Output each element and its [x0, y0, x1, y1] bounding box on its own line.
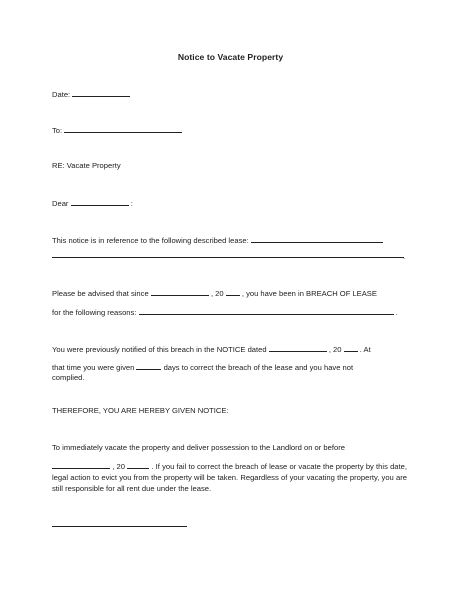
lease-reference-text: This notice is in reference to the following described lease:: [52, 236, 249, 245]
notified-year-prefix: , 20: [328, 345, 342, 354]
dear-line: [52, 197, 133, 209]
to-blank: [64, 124, 182, 133]
lease-description-rule: [52, 257, 404, 258]
date-blank: [72, 88, 130, 97]
dear-label: Dear: [52, 199, 69, 208]
vacate-paragraph: [52, 460, 407, 494]
document-title: Notice to Vacate Property: [177, 52, 284, 62]
reasons-line: [52, 306, 398, 318]
vacate-paragraph-text: . If you fail to correct the breach of lease or vacate the property by this date, legal action to evict you from the property will be taken. Regardless of your vacating the property, you are still responsible for all rent due under the lease.: [52, 462, 407, 493]
vacate-year-blank: [127, 460, 149, 469]
to-line: [52, 124, 182, 136]
breach-date-blank: [151, 287, 209, 296]
days-blank: [136, 361, 161, 370]
lease-description-period: .: [403, 252, 406, 261]
reasons-blank: [139, 306, 394, 315]
complied-line: complied.: [52, 373, 85, 382]
therefore-heading: THEREFORE, YOU ARE HEREBY GIVEN NOTICE:: [52, 406, 229, 415]
vacate-date-blank: [52, 460, 110, 469]
vacate-line-1: To immediately vacate the property and deliver possession to the Landlord on or before: [52, 443, 345, 452]
days-suffix: days to correct the breach of the lease and you have not: [163, 363, 354, 372]
reasons-period: .: [395, 308, 398, 317]
days-line: [52, 361, 353, 373]
lease-reference-line: [52, 234, 383, 246]
re-line: RE: Vacate Property: [52, 161, 121, 170]
breach-line: [52, 287, 377, 299]
notified-suffix: . At: [359, 345, 371, 354]
notified-date-blank: [269, 343, 327, 352]
breach-suffix: , you have been in BREACH OF LEASE: [241, 289, 377, 298]
notified-year-blank: [344, 343, 358, 352]
breach-prefix: Please be advised that since: [52, 289, 149, 298]
notified-line: [52, 343, 371, 355]
dear-suffix: :: [130, 199, 133, 208]
lease-reference-blank: [251, 234, 383, 243]
dear-blank: [71, 197, 129, 206]
reasons-label: for the following reasons:: [52, 308, 137, 317]
breach-year-blank: [226, 287, 240, 296]
days-prefix: that time you were given: [52, 363, 135, 372]
signature-line: [52, 526, 187, 527]
date-line: [52, 88, 130, 100]
to-label: To:: [52, 126, 63, 135]
notified-prefix: You were previously notified of this breach in the NOTICE dated: [52, 345, 267, 354]
date-label: Date:: [52, 90, 71, 99]
vacate-year-prefix: , 20: [112, 462, 125, 471]
breach-year-prefix: , 20: [210, 289, 224, 298]
